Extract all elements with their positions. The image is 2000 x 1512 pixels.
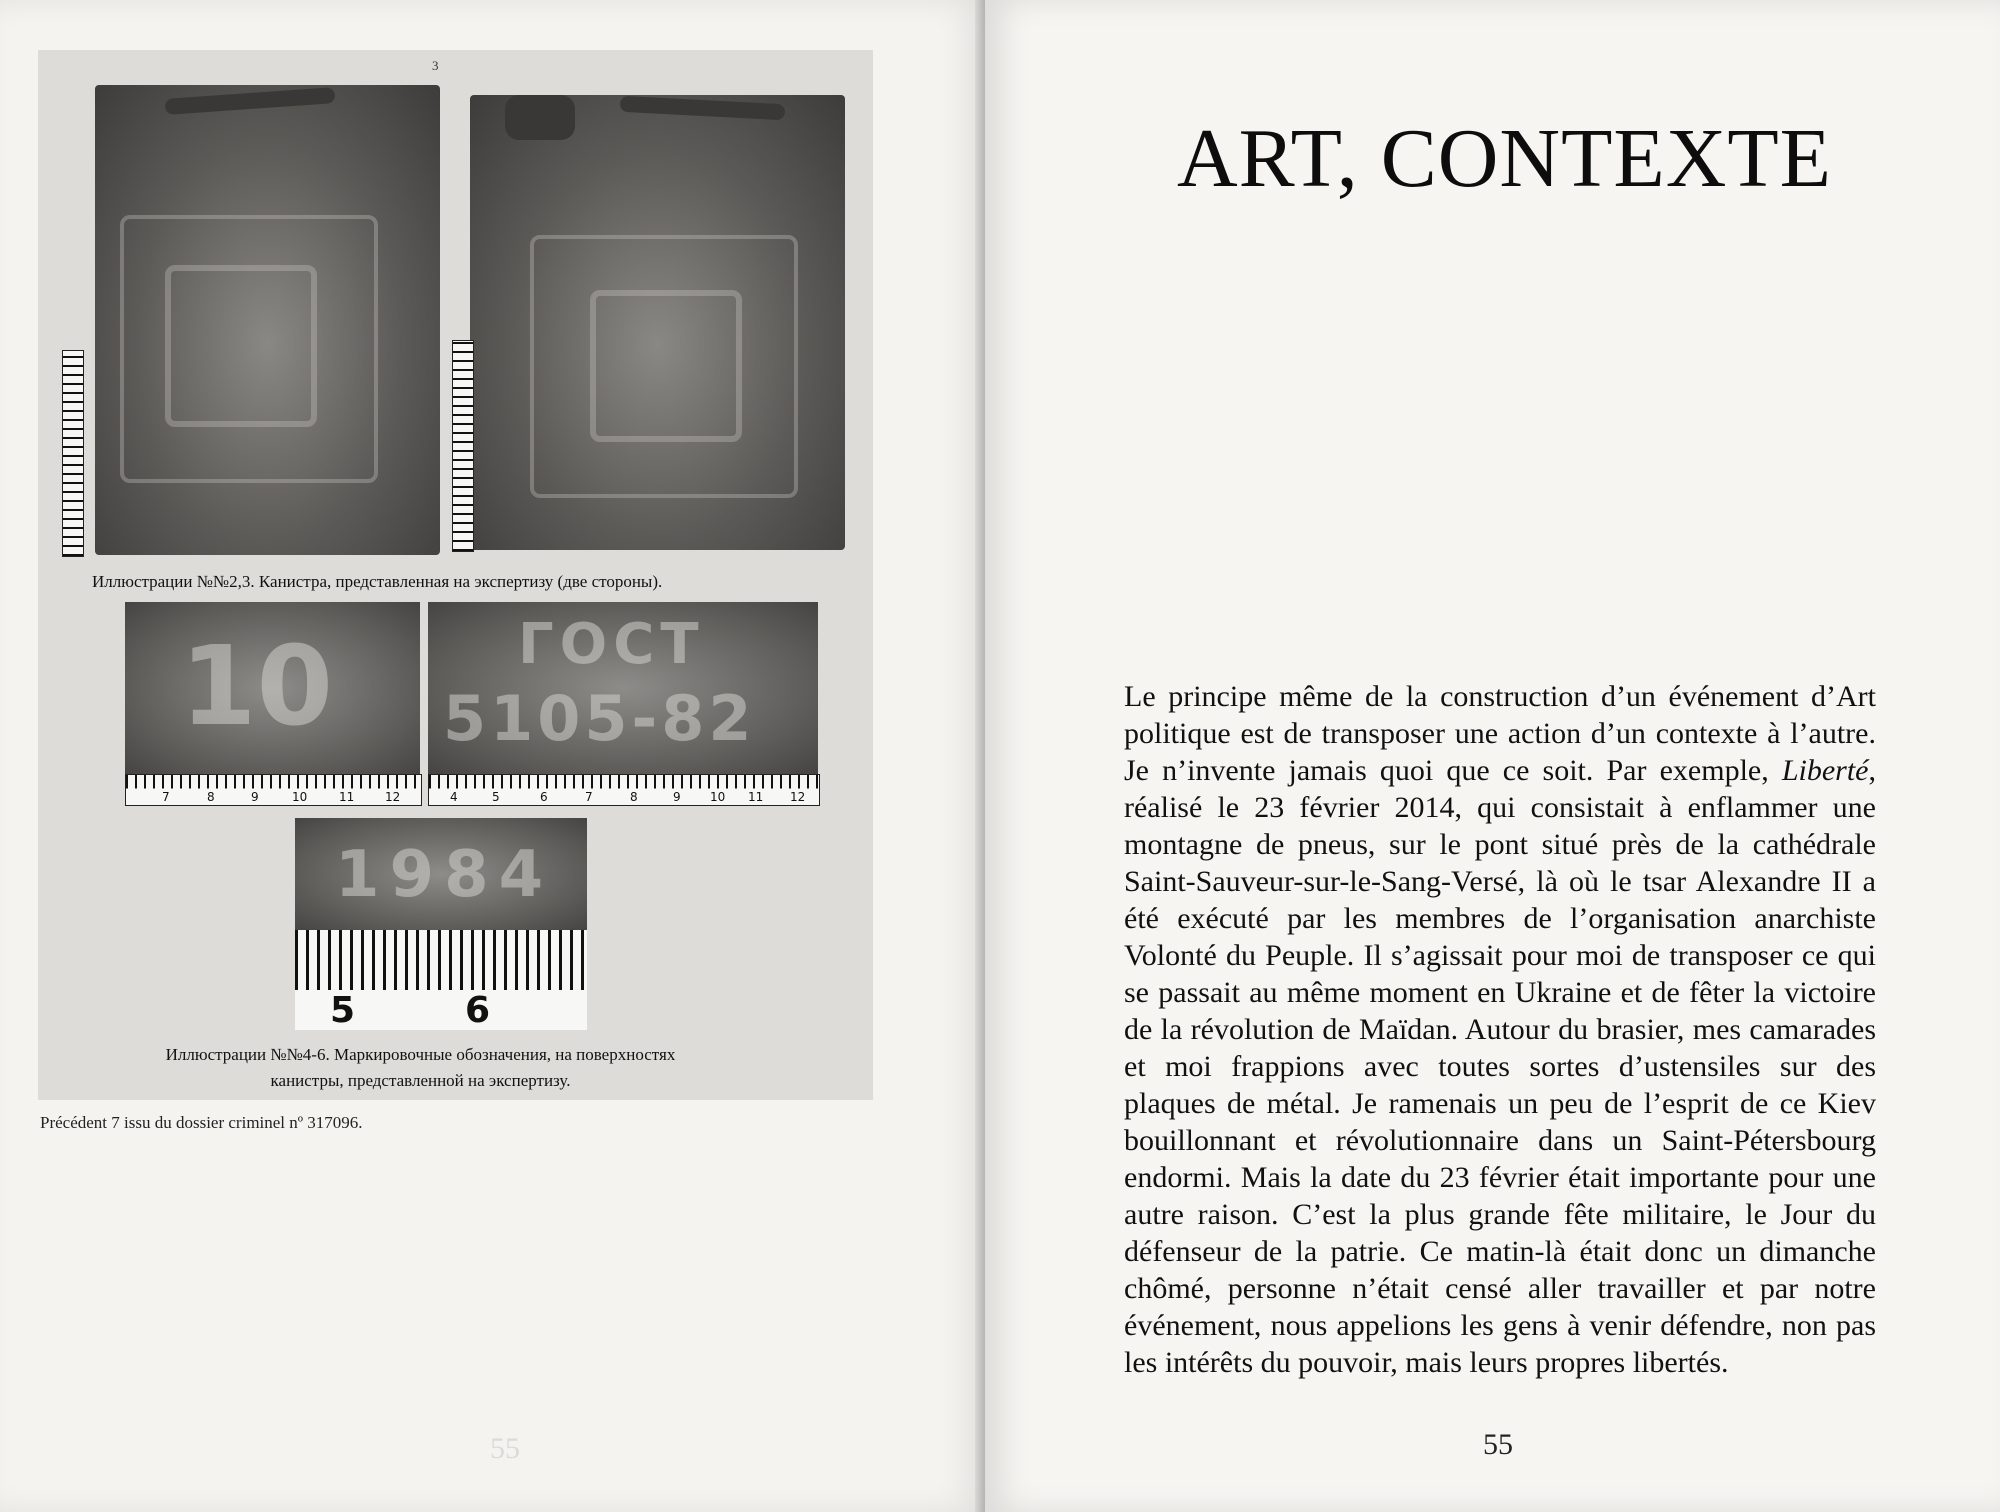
ruler-label: 11	[748, 790, 764, 804]
caption-illustrations-4-6	[128, 1045, 713, 1091]
canister-cap	[505, 95, 575, 140]
left-page	[0, 0, 985, 1512]
ruler-label: 7	[585, 790, 593, 804]
canister-handle	[620, 96, 786, 121]
ruler-label: 7	[162, 790, 170, 804]
ruler-label: 9	[673, 790, 681, 804]
ruler-label: 12	[385, 790, 401, 804]
marking-text-year: 1984	[335, 838, 554, 912]
ruler-label: 10	[710, 790, 726, 804]
chapter-title: ART, CONTEXTE	[1177, 112, 1832, 205]
caption-line: Иллюстрации №№4-6. Маркировочные обозначения, на поверхностях	[165, 1045, 676, 1064]
marking-text-gost: ГОСТ	[518, 612, 705, 677]
canister-photo-side-a	[95, 85, 440, 555]
marking-text: 10	[180, 622, 334, 750]
ruler-label: 6	[540, 790, 548, 804]
canister-emboss	[120, 215, 378, 483]
ruler-label: 4	[450, 790, 458, 804]
scan-page-number: 3	[432, 58, 439, 73]
show-through-page-number: 55	[490, 1432, 520, 1465]
ruler-label: 10	[292, 790, 308, 804]
page-number: 55	[1483, 1428, 1513, 1461]
marking-photo-1984	[295, 818, 587, 930]
ruler-label: 5	[492, 790, 500, 804]
body-paragraph: Le principe même de la construction d’un événement d’Art politique est de transposer une action d’un contexte à l’autre. Je n’invente jamais quoi que ce soit. Par exemple, Liberté, réalisé le 23 février 2014, qui consistait à enflammer une montagne de pneus, sur le pont situé près de la cathédrale Saint-Sauveur-sur-le-Sang-Versé, là où le tsar Alexandre II a été exécuté par les membres de l’organisation anarchiste Volonté du Peuple. Il s’agissait pour moi de transposer ce qui se passait au même moment en Ukraine et de fêter la victoire de la révolution de Maïdan. Autour du brasier, mes camarades et moi frappions avec toutes sortes d’ustensiles sur des plaques de métal. Je ramenais un peu de l’esprit de ce Kiev bouillonnant et révolutionnaire dans un Saint-Pétersbourg endormi. Mais la date du 23 février était importante pour une autre raison. C’est la plus grande fête militaire, le Jour du défenseur de la patrie. Ce matin-là était donc un dimanche chômé, personne n’était censé aller travailler et par notre événement, nous appelions les gens à venir défendre, non pas les intérêts du pouvoir, mais leurs propres libertés.	[1124, 680, 1876, 1379]
scale-ruler-vertical	[452, 340, 474, 552]
marking-photo-10	[125, 602, 420, 774]
ruler-label: 11	[339, 790, 355, 804]
ruler-label: 9	[251, 790, 259, 804]
ruler-label-large: 5	[330, 990, 356, 1031]
footnote: Précédent 7 issu du dossier criminel nº 317096.	[40, 1113, 363, 1132]
artwork-title: Liberté	[1781, 754, 1869, 787]
canister-handle	[165, 87, 336, 115]
ruler-label-large: 6	[465, 990, 491, 1031]
canister-emboss	[530, 235, 798, 498]
marking-text-standard: 5105-82	[443, 682, 756, 755]
ruler-label: 8	[207, 790, 215, 804]
ruler-label: 12	[790, 790, 806, 804]
marking-photo-gost	[428, 602, 818, 774]
caption-line: канистры, представленной на экспертизу.	[270, 1071, 571, 1090]
caption-illustrations-2-3: Иллюстрации №№2,3. Канистра, представленная на экспертизу (две стороны).	[92, 572, 663, 591]
scale-ruler-vertical	[62, 350, 84, 557]
canister-photo-side-b	[470, 95, 845, 550]
ruler-label: 8	[630, 790, 638, 804]
